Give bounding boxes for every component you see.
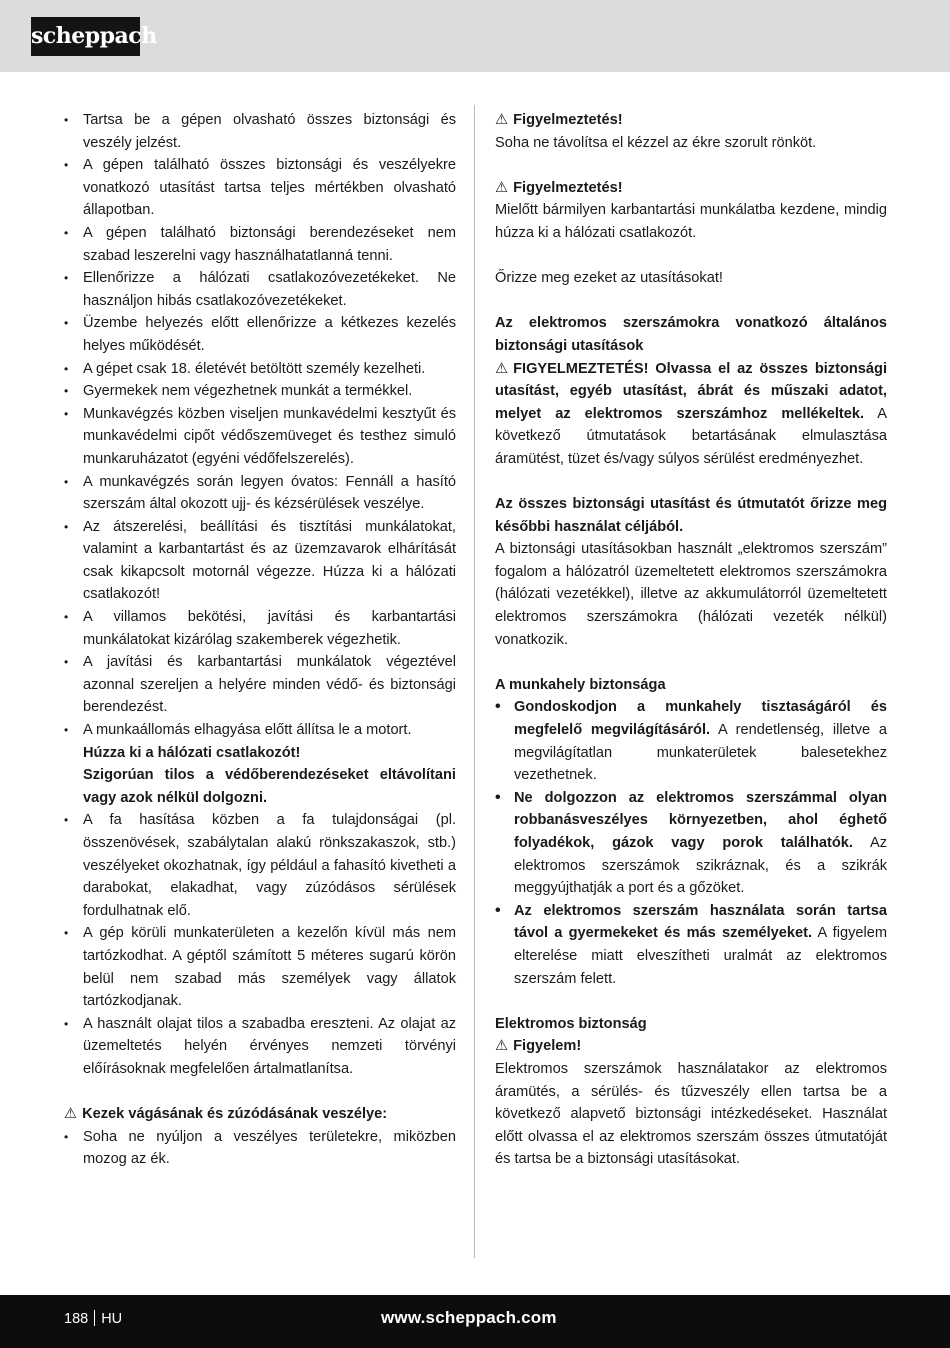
list-item: • Gyermekek nem végezhetnek munkát a termékkel. (64, 380, 456, 403)
warning-text-2: Mielőtt bármilyen karbantartási munkálatba kezdene, mindig húzza ki a hálózati csatlakozót. (495, 202, 887, 241)
motor-text: A munkaállomás elhagyása előtt állítsa le a motort. (83, 722, 412, 739)
footer-separator (94, 1310, 95, 1326)
workplace-list (495, 696, 887, 990)
list-item-text: Az elektromos szerszámok szikráznak, és a szikrák meggyújthatják a port és a gőzöket. (514, 835, 888, 897)
warning-title-text: Figyelmeztetés! (513, 112, 623, 128)
safety-list (64, 109, 456, 1081)
list-item: • Soha ne nyúljon a veszélyes területekre, miközben mozog az ék. (64, 1126, 456, 1171)
list-item-text: A figyelem elterelése miatt elveszítheti uralmát az elektromos szerszám felett. (514, 925, 888, 987)
warning-title-2 (495, 177, 887, 200)
right-column (495, 109, 887, 1171)
list-item: • Tartsa be a gépen olvasható összes biztonsági és veszély jelzést. (64, 109, 456, 154)
list-item: • Üzembe helyezés előtt ellenőrizze a kétkezes kezelés helyes működését. (64, 312, 456, 357)
keep-all-heading: Az összes biztonsági utasítást és útmutatót őrizze meg későbbi használat céljából. (495, 496, 887, 535)
warning-title-1 (495, 109, 887, 132)
list-item (495, 787, 887, 900)
warning-title-text: Figyelmeztetés! (513, 179, 623, 196)
general-safety-heading: Az elektromos szerszámokra vonatkozó általános biztonsági utasítások (495, 315, 887, 354)
list-item: • A javítási és karbantartási munkálatok végeztével azonnal szereljen a helyére minden védő- és biztonsági berendezést. (64, 651, 456, 719)
list-item-bold: Ne dolgozzon az elektromos szerszámmal olyan robbanásveszélyes környezetben, ahol éghető folyadékok, gázok vagy porok találhatók. (514, 789, 887, 851)
list-item: • A munkavégzés során legyen óvatos: Fennáll a hasító szerszám által okozott ujj- és kézsérülések veszélye. (64, 471, 456, 516)
keep-instructions: Őrizze meg ezeket az utasításokat! (495, 270, 723, 287)
hazard-heading (64, 1103, 456, 1126)
motor-bold-prohibited: Szigorúan tilos a védőberendezéseket eltávolítani vagy azok nélkül dolgozni. (83, 767, 456, 806)
page-header (0, 0, 950, 72)
warning-text-1: Soha ne távolítsa el kézzel az ékre szorult rönköt. (495, 134, 817, 151)
electrical-warning (495, 1035, 887, 1058)
column-divider (474, 105, 475, 1258)
warning-triangle-icon: ⚠ (495, 179, 509, 196)
electrical-text: Elektromos szerszámok használatakor az elektromos áramütés, a sérülés- és tűzveszély ellen tartsa be a következő alapvető biztonsági intézkedéseket. Használat előtt olvassa el az elektromos szerszám összes útmutatóját és tartsa be a biztonsági utasításokat. (495, 1060, 887, 1168)
list-item-bold: Az elektromos szerszám használata során tartsa távol a gyermekeket és más személyeket. (514, 902, 887, 942)
warning-triangle-icon: ⚠ (495, 1038, 509, 1055)
page-number (64, 1310, 122, 1327)
warning-triangle-icon: ⚠ (495, 112, 509, 128)
list-item-motor (64, 719, 456, 809)
warning-triangle-icon: ⚠ (495, 360, 509, 377)
page-number-value: 188 (64, 1311, 89, 1327)
list-item: • A gépet csak 18. életévét betöltött személy kezelheti. (64, 358, 456, 381)
website-link[interactable]: www.scheppach.com (381, 1308, 557, 1327)
electrical-warning-text: Figyelem! (513, 1038, 582, 1055)
list-item (495, 696, 887, 786)
list-item: • A gép körüli munkaterületen a kezelőn kívül más nem tartózkodhat. A géptől számított 5 méteres sugarú körön belül nem szabad más személyek vagy állatok tartózkodjanak. (64, 922, 456, 1012)
list-item: • Munkavégzés közben viseljen munkavédelmi kesztyűt és munkavédelmi cipőt védőszemüveget és testhez simuló munkaruházatot (egyéni védőfelszerelés). (64, 403, 456, 471)
workplace-heading: A munkahely biztonsága (495, 676, 666, 693)
page-footer (0, 1295, 950, 1348)
list-item: • Az átszerelési, beállítási és tisztítási munkálatokat, valamint a karbantartást és az üzemzavarok elhárítását csak kikapcsolt motornál végezze. Húzza ki a hálózati csatlakozót! (64, 516, 456, 606)
brand-logo: scheppach (31, 17, 140, 56)
motor-bold-unplug: Húzza ki a hálózati csatlakozót! (83, 744, 301, 761)
keep-all-text: A biztonsági utasításokban használt „elektromos szerszám” fogalom a hálózatról üzemeltetett elektromos szerszámokra (hálózati vezetékkel), illetve az akkumulátorról üzemeltetett elektromos szerszámokra (hálózati vezeték nélkül) vonatkozik. (495, 541, 887, 648)
list-item (495, 900, 887, 990)
list-item: • A gépen található összes biztonsági és veszélyekre vonatkozó utasítást tartsa teljes mértékben olvasható állapotban. (64, 154, 456, 222)
electrical-heading: Elektromos biztonság (495, 1015, 647, 1032)
left-column (64, 109, 456, 1171)
hazard-heading-text: Kezek vágásának és zúzódásának veszélye: (82, 1106, 388, 1123)
list-item-text: A rendetlenség, illetve a megvilágítatlan munkaterületek balesetekhez vezethetnek. (514, 722, 887, 784)
hazard-list (64, 1126, 456, 1171)
list-item: • Ellenőrizze a hálózati csatlakozóvezetékeket. Ne használjon hibás csatlakozóvezetékeket. (64, 267, 456, 312)
list-item: • A használt olajat tilos a szabadba ereszteni. Az olajat az üzemeltetés helyén érvényes nemzeti törvényi előírásoknak megfelelően ártalmatlanítsa. (64, 1013, 456, 1081)
general-warning-bold: FIGYELMEZTETÉS! Olvassa el az összes biztonsági utasítást, egyéb utasítást, ábrát és műszaki adatot, melyet az elektromos szerszámhoz mellékeltek. (495, 360, 887, 422)
general-warning-text: A következő útmutatások betartásának elmulasztása áramütést, tüzet és/vagy súlyos sérülést eredményezhet. (495, 405, 887, 467)
list-item-bold: Gondoskodjon a munkahely tisztaságáról és megfelelő megvilágításáról. (514, 699, 887, 739)
warning-triangle-icon: ⚠ (64, 1106, 78, 1123)
list-item: • A fa hasítása közben a fa tulajdonságai (pl. összenövések, szabálytalan alakú rönkszakaszok, stb.) veszélyeket okozhatnak, így például a fahasító kivetheti a darabokat, elakadhat, vagy zúzódásos sérülések fordulhatnak elő. (64, 809, 456, 922)
general-warning (495, 358, 887, 471)
list-item: • A gépen található biztonsági berendezéseket nem szabad leszerelni vagy használhatatlanná tenni. (64, 222, 456, 267)
list-item: • A villamos bekötési, javítási és karbantartási munkálatokat kizárólag szakemberek végezhetik. (64, 606, 456, 651)
language-code: HU (101, 1311, 123, 1327)
